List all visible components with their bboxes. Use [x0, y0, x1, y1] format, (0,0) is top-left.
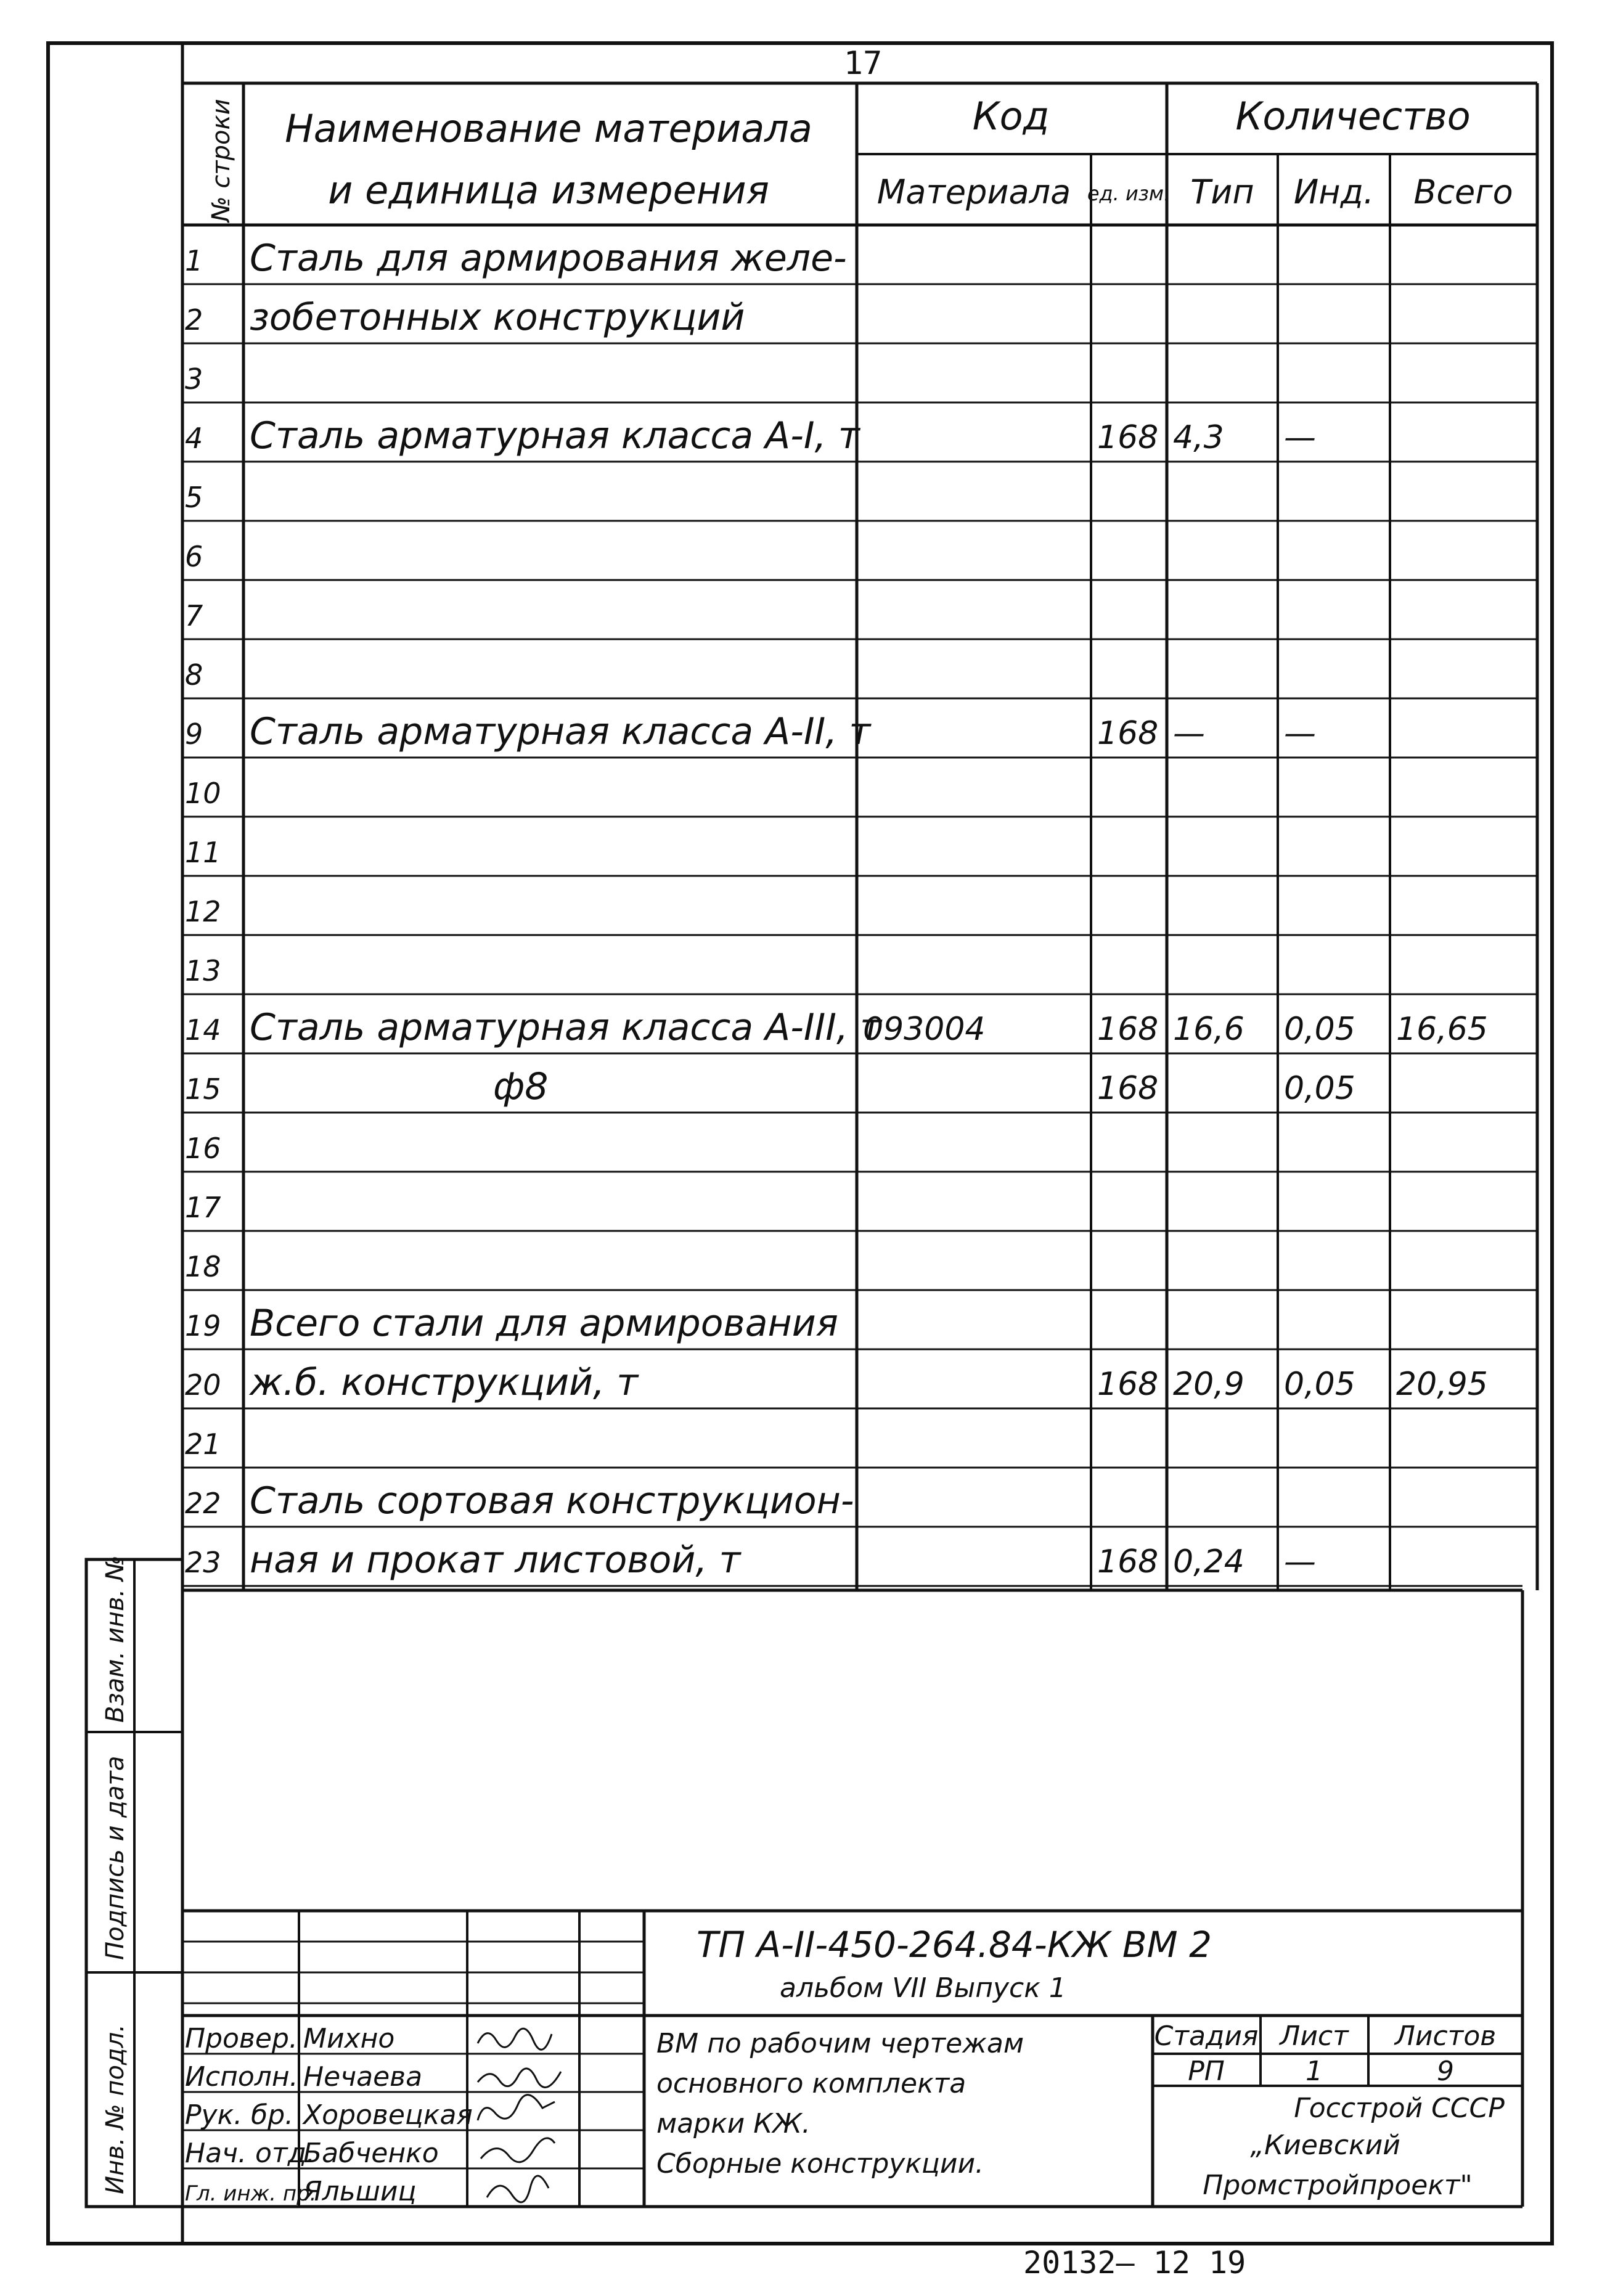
row-23-type: 0,24 [1173, 1543, 1244, 1580]
row-14-total: 16,65 [1396, 1011, 1488, 1048]
row-14-material: 093004 [863, 1011, 986, 1048]
role-1: Исполн. [185, 2061, 298, 2093]
name-4: Яльшиц [303, 2176, 417, 2207]
row-4-n: 4 [185, 422, 203, 455]
row-9-ind: — [1284, 715, 1316, 752]
row-23-unit: 168 [1097, 1543, 1159, 1580]
row-20-total: 20,95 [1396, 1366, 1488, 1403]
row-2-name: зобетонных конструкций [250, 296, 745, 339]
header-name-line2: и единица измерения [328, 168, 769, 213]
row-12-n: 12 [185, 895, 221, 928]
row-13-n: 13 [185, 954, 221, 987]
row-15-name: ф8 [493, 1065, 549, 1108]
sheets-label: Листов [1394, 2020, 1497, 2052]
row-23-n: 23 [185, 1546, 221, 1579]
row-11-n: 11 [185, 836, 221, 869]
sheet-label: Лист [1280, 2020, 1349, 2052]
row-9-type: — [1173, 715, 1205, 752]
row-9-unit: 168 [1097, 715, 1159, 752]
page-number: 17 [843, 45, 883, 82]
sheet-value: 1 [1306, 2056, 1323, 2087]
row-1-n: 1 [185, 244, 203, 277]
row-8-n: 8 [185, 658, 203, 692]
header-qty-total: Всего [1413, 173, 1513, 211]
row-4-type: 4,3 [1173, 419, 1224, 456]
row-4-ind: — [1284, 419, 1316, 456]
role-2: Рук. бр. [185, 2099, 294, 2131]
page-frame [48, 43, 1552, 2244]
row-16-n: 16 [185, 1132, 221, 1165]
row-15-ind: 0,05 [1284, 1070, 1355, 1107]
role-3: Нач. отд. [185, 2138, 315, 2169]
header-qty-type: Тип [1190, 173, 1254, 211]
row-5-n: 5 [185, 481, 203, 514]
row-18-n: 18 [185, 1250, 221, 1283]
stamp-sign-date: Подпись и дата [101, 1755, 129, 1960]
row-17-n: 17 [185, 1191, 221, 1224]
material-rows [182, 237, 1537, 1586]
role-0: Провер. [185, 2023, 298, 2054]
stage-value: РП [1188, 2056, 1225, 2087]
row-19-name: Всего стали для армирования [250, 1302, 838, 1345]
name-0: Михно [303, 2023, 395, 2054]
header-code-material: Материала [877, 173, 1071, 211]
header-quantity: Количество [1235, 94, 1471, 139]
row-6-n: 6 [185, 540, 203, 573]
stamp-inv-orig: Инв. № подл. [101, 2024, 129, 2194]
row-23-name: ная и прокат листовой, т [250, 1538, 741, 1582]
row-9-n: 9 [185, 717, 203, 751]
row-9-name: Сталь арматурная класса А-II, т [250, 710, 871, 753]
row-19-n: 19 [185, 1309, 221, 1342]
row-15-n: 15 [185, 1072, 221, 1106]
header-code-unit: ед. изм. [1087, 182, 1171, 205]
stamp-replace-inv: Взам. инв. № [101, 1555, 129, 1723]
sheets-value: 9 [1437, 2056, 1454, 2087]
row-20-name: ж.б. конструкций, т [250, 1361, 639, 1404]
description-line-1: основного комплекта [656, 2068, 967, 2099]
row-20-n: 20 [185, 1368, 221, 1402]
row-14-unit: 168 [1097, 1011, 1159, 1048]
row-22-n: 22 [185, 1487, 221, 1520]
name-3: Бабченко [303, 2138, 439, 2169]
header-row-no: № строки [207, 99, 235, 222]
row-23-ind: — [1284, 1543, 1316, 1580]
org-line-1: „Киевский [1250, 2130, 1400, 2161]
designation: ТП А-II-450-264.84-КЖ ВМ 2 [697, 1924, 1212, 1966]
footer-code: 20132– 12 19 [1023, 2245, 1246, 2281]
row-20-unit: 168 [1097, 1366, 1159, 1403]
description-line-0: ВМ по рабочим чертежам [656, 2028, 1024, 2059]
row-21-n: 21 [185, 1428, 221, 1461]
name-2: Хоровецкая [303, 2099, 473, 2131]
stage-label: Стадия [1154, 2020, 1259, 2052]
row-3-n: 3 [185, 362, 203, 396]
header-qty-ind: Инд. [1293, 173, 1375, 211]
row-7-n: 7 [185, 599, 203, 632]
description-line-3: Сборные конструкции. [656, 2148, 984, 2180]
row-15-unit: 168 [1097, 1070, 1159, 1107]
description-line-2: марки КЖ. [656, 2108, 811, 2139]
org-line-0: Госстрой СССР [1294, 2093, 1505, 2124]
row-20-ind: 0,05 [1284, 1366, 1355, 1403]
row-10-n: 10 [185, 777, 221, 810]
row-22-name: Сталь сортовая конструкцион- [250, 1479, 854, 1522]
header-code: Код [972, 94, 1050, 139]
row-4-name: Сталь арматурная класса А-I, т [250, 414, 860, 457]
org-line-2: Промстройпроект" [1203, 2170, 1473, 2201]
row-4-unit: 168 [1097, 419, 1159, 456]
row-14-n: 14 [185, 1013, 221, 1047]
row-14-type: 16,6 [1173, 1011, 1244, 1048]
row-20-type: 20,9 [1173, 1366, 1244, 1403]
row-2-n: 2 [185, 303, 203, 337]
side-stamp [86, 1555, 182, 2207]
row-1-name: Сталь для армирования желе- [250, 237, 847, 280]
row-14-name: Сталь арматурная класса А-III, т [250, 1006, 882, 1049]
header-name-line1: Наименование материала [285, 106, 812, 151]
role-4: Гл. инж. пр. [185, 2181, 317, 2206]
album: альбом VII Выпуск 1 [780, 1972, 1066, 2004]
title-block [182, 1911, 1522, 2207]
name-1: Нечаева [303, 2061, 423, 2093]
row-14-ind: 0,05 [1284, 1011, 1355, 1048]
